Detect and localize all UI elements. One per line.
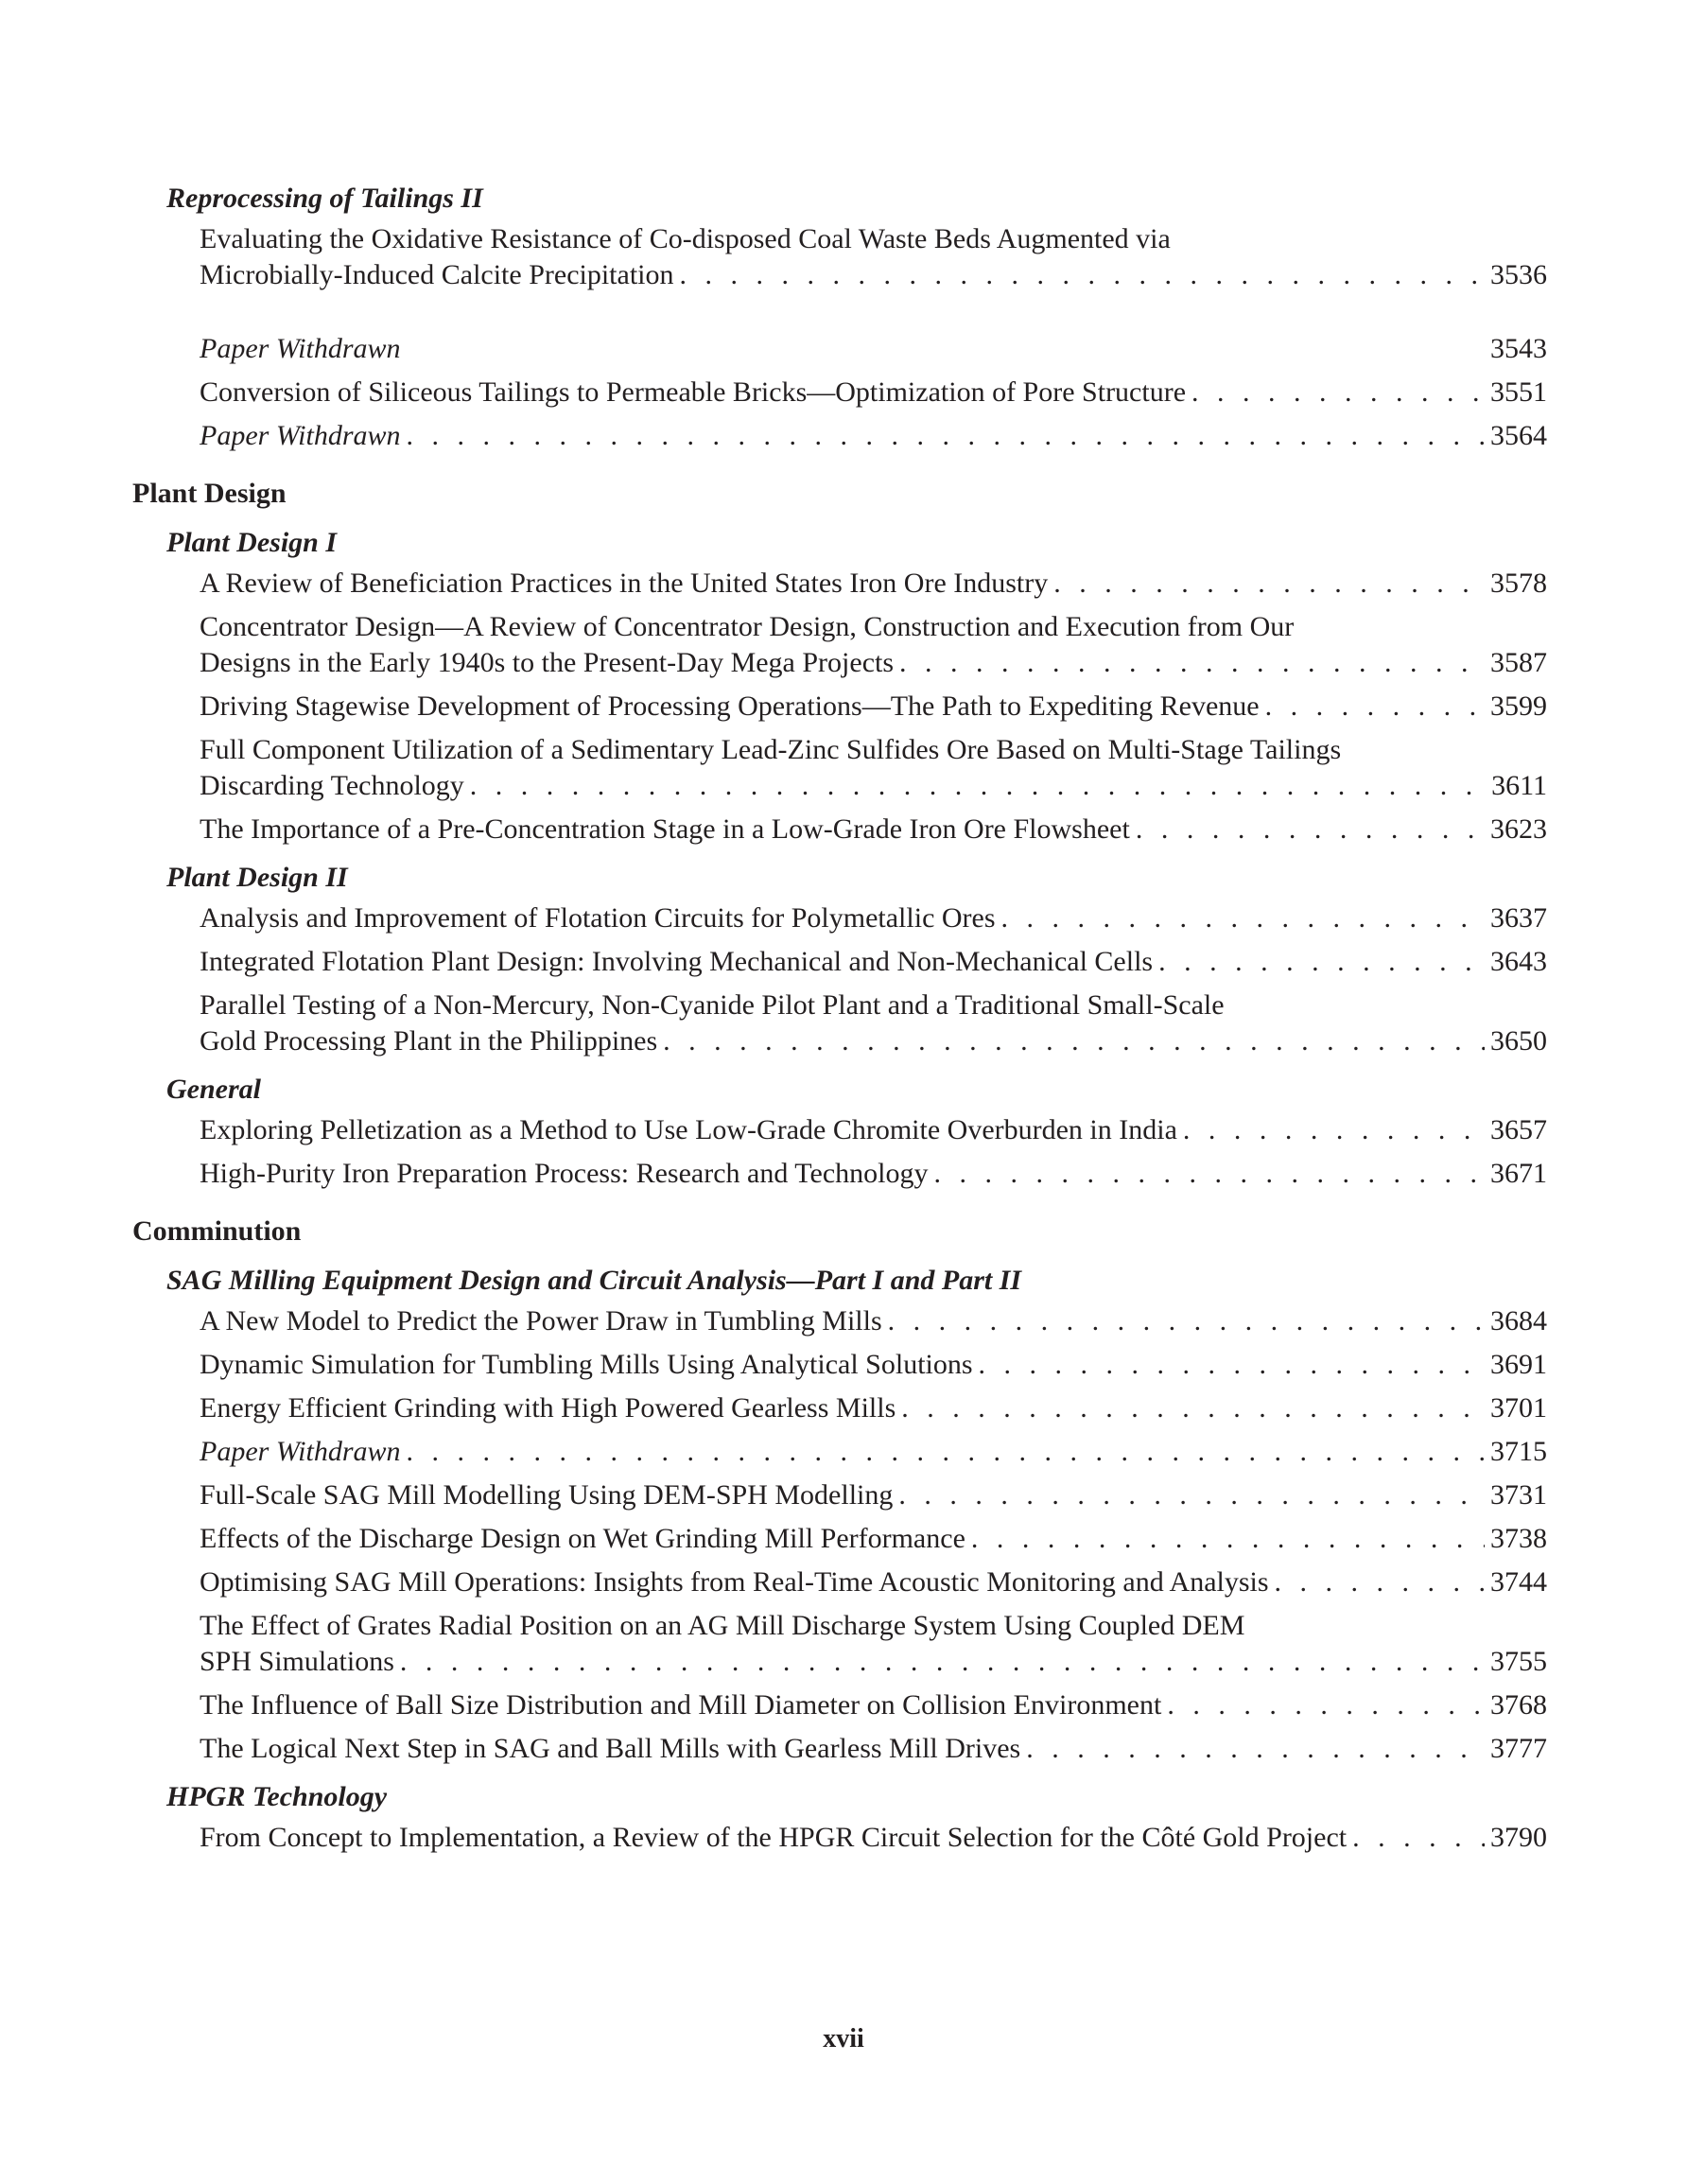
dot-leader [971, 1521, 1485, 1557]
dot-leader [934, 1156, 1486, 1192]
entry-last-line [200, 257, 1547, 293]
entry-page-number: 3691 [1490, 1349, 1547, 1380]
entry-title-line: The Effect of Grates Radial Position on an AG Mill Discharge System Using Coupled DEM [200, 1610, 1245, 1641]
entry-last-line [200, 1303, 1547, 1339]
toc-entry[interactable] [200, 1564, 1547, 1600]
entry-last-line [200, 1687, 1547, 1723]
dot-leader [1275, 1564, 1485, 1600]
dot-leader [470, 768, 1486, 804]
entry-last-line [200, 768, 1547, 804]
entry-last-line [200, 418, 1547, 454]
entry-page-number: 3650 [1490, 1025, 1547, 1057]
toc-entry[interactable] [200, 1303, 1547, 1339]
dot-leader [1352, 1820, 1485, 1856]
entry-page-number: 3701 [1490, 1392, 1547, 1424]
entry-last-line [200, 645, 1547, 681]
entry-last-line [200, 1390, 1547, 1426]
entry-page-number: 3611 [1491, 770, 1547, 801]
dot-leader [1001, 900, 1485, 936]
entry-last-line [200, 1731, 1547, 1767]
toc-entry[interactable] [200, 1521, 1547, 1557]
toc-entry[interactable] [200, 732, 1547, 804]
entry-title: Optimising SAG Mill Operations: Insights from Real-Time Acoustic Monitoring and Analysis [200, 1566, 1269, 1598]
entry-title: SPH Simulations [200, 1646, 394, 1677]
entry-title-line: Concentrator Design—A Review of Concentrator Design, Construction and Execution from Our [200, 611, 1295, 642]
toc-entry[interactable] [200, 1347, 1547, 1383]
entry-page-number: 3551 [1490, 376, 1547, 408]
entry-page-number: 3731 [1490, 1479, 1547, 1511]
subsection-heading: Reprocessing of Tailings II [166, 183, 483, 214]
dot-leader [1167, 1687, 1485, 1723]
toc-entry[interactable] [200, 221, 1547, 293]
toc-entry[interactable] [200, 418, 1547, 454]
entry-title: A Review of Beneficiation Practices in the United States Iron Ore Industry [200, 568, 1049, 599]
entry-title: Discarding Technology [200, 770, 464, 801]
entry-title: Gold Processing Plant in the Philippines [200, 1025, 658, 1057]
entry-last-line [200, 1477, 1547, 1513]
entry-title: Driving Stagewise Development of Processing Operations—The Path to Expediting Revenue [200, 690, 1260, 722]
dot-leader [400, 1644, 1485, 1680]
entry-title-line: Evaluating the Oxidative Resistance of Co-disposed Coal Waste Beds Augmented via [200, 223, 1171, 254]
toc-entry[interactable] [200, 331, 1547, 367]
entry-title: A New Model to Predict the Power Draw in Tumbling Mills [200, 1305, 882, 1337]
entry-last-line [200, 689, 1547, 725]
entry-title: Exploring Pelletization as a Method to Use Low-Grade Chromite Overburden in India [200, 1114, 1177, 1145]
entry-title: Designs in the Early 1940s to the Present-Day Mega Projects [200, 647, 895, 678]
entry-page-number: 3599 [1490, 690, 1547, 722]
section-heading: Plant Design [132, 478, 287, 509]
entry-last-line [200, 1023, 1547, 1059]
entry-title: Energy Efficient Grinding with High Powered Gearless Mills [200, 1392, 896, 1424]
subsection-heading: Plant Design I [166, 527, 338, 558]
entry-title-line: Parallel Testing of a Non-Mercury, Non-Cyanide Pilot Plant and a Traditional Small-Scale [200, 989, 1225, 1021]
table-of-contents [0, 168, 1687, 1863]
toc-entry[interactable] [200, 609, 1547, 681]
entry-last-line [200, 944, 1547, 980]
subsection-heading: SAG Milling Equipment Design and Circuit Analysis—Part I and Part II [166, 1265, 1022, 1296]
dot-leader [979, 1347, 1485, 1383]
toc-entry[interactable] [200, 1477, 1547, 1513]
entry-last-line [200, 375, 1547, 411]
dot-leader [1158, 944, 1485, 980]
entry-page-number: 3684 [1490, 1305, 1547, 1337]
entry-page-number: 3578 [1490, 568, 1547, 599]
entry-page-number: 3657 [1490, 1114, 1547, 1145]
entry-last-line [200, 812, 1547, 847]
dot-leader [1183, 1112, 1485, 1148]
entry-page-number: 3587 [1490, 647, 1547, 678]
entry-last-line [200, 1820, 1547, 1856]
entry-page-number: 3744 [1490, 1566, 1547, 1598]
toc-entry[interactable] [200, 689, 1547, 725]
entry-title: Microbially-Induced Calcite Precipitation [200, 259, 674, 290]
entry-page-number: 3536 [1490, 259, 1547, 290]
entry-last-line [200, 1112, 1547, 1148]
entry-title: Dynamic Simulation for Tumbling Mills Using Analytical Solutions [200, 1349, 973, 1380]
entry-page-number: 3777 [1490, 1733, 1547, 1764]
entry-title: Paper Withdrawn [200, 1436, 401, 1467]
subsection-heading: Plant Design II [166, 862, 348, 893]
toc-entry[interactable] [200, 566, 1547, 602]
toc-entry[interactable] [200, 1390, 1547, 1426]
dot-leader [680, 257, 1485, 293]
entry-last-line [200, 566, 1547, 602]
dot-leader [1136, 812, 1485, 847]
dot-leader [1053, 566, 1485, 602]
entry-title: Paper Withdrawn [200, 333, 401, 364]
subsection-heading: HPGR Technology [166, 1781, 388, 1812]
entry-page-number: 3755 [1490, 1646, 1547, 1677]
entry-last-line [200, 331, 1547, 367]
entry-page-number: 3564 [1490, 420, 1547, 451]
entry-title: Integrated Flotation Plant Design: Involving Mechanical and Non-Mechanical Cells [200, 946, 1154, 977]
entry-last-line [200, 900, 1547, 936]
entry-page-number: 3738 [1490, 1523, 1547, 1554]
toc-entry[interactable] [200, 987, 1547, 1059]
toc-entry[interactable] [200, 944, 1547, 980]
toc-entry[interactable] [200, 1820, 1547, 1856]
entry-title: Analysis and Improvement of Flotation Circuits for Polymetallic Ores [200, 902, 996, 934]
section-heading: Comminution [132, 1215, 302, 1247]
dot-leader [1026, 1731, 1485, 1767]
entry-title: Paper Withdrawn [200, 420, 401, 451]
toc-entry[interactable] [200, 1687, 1547, 1723]
entry-last-line [200, 1644, 1547, 1680]
toc-entry[interactable] [200, 1731, 1547, 1767]
dot-leader [888, 1303, 1485, 1339]
entry-page-number: 3790 [1490, 1822, 1547, 1853]
entry-page-number: 3543 [1490, 333, 1547, 364]
toc-entry[interactable] [200, 1156, 1547, 1192]
entry-title: The Importance of a Pre-Concentration Stage in a Low-Grade Iron Ore Flowsheet [200, 813, 1130, 845]
toc-entry[interactable] [200, 1434, 1547, 1470]
entry-title: The Influence of Ball Size Distribution and Mill Diameter on Collision Environment [200, 1689, 1162, 1721]
entry-title-line: Full Component Utilization of a Sedimentary Lead-Zinc Sulfides Ore Based on Multi-Stage Tailings [200, 734, 1342, 765]
dot-leader [407, 418, 1485, 454]
entry-last-line [200, 1521, 1547, 1557]
entry-last-line [200, 1434, 1547, 1470]
dot-leader [899, 645, 1485, 681]
entry-page-number: 3623 [1490, 813, 1547, 845]
toc-entry[interactable] [200, 375, 1547, 411]
entry-title: From Concept to Implementation, a Review of the HPGR Circuit Selection for the Côté Gold Project [200, 1822, 1348, 1853]
entry-last-line [200, 1347, 1547, 1383]
dot-leader [663, 1023, 1485, 1059]
dot-leader [898, 1477, 1485, 1513]
entry-last-line [200, 1564, 1547, 1600]
dot-leader [1265, 689, 1485, 725]
page-number: xvii [823, 2024, 864, 2053]
subsection-heading: General [166, 1074, 261, 1105]
entry-title: Effects of the Discharge Design on Wet Grinding Mill Performance [200, 1523, 965, 1554]
entry-title: The Logical Next Step in SAG and Ball Mills with Gearless Mill Drives [200, 1733, 1021, 1764]
entry-title: Full-Scale SAG Mill Modelling Using DEM-SPH Modelling [200, 1479, 894, 1511]
dot-leader [901, 1390, 1485, 1426]
entry-page-number: 3637 [1490, 902, 1547, 934]
toc-entry[interactable] [200, 812, 1547, 847]
dot-leader [407, 1434, 1485, 1470]
toc-entry[interactable] [200, 1608, 1547, 1680]
entry-title: Conversion of Siliceous Tailings to Permeable Bricks—Optimization of Pore Structure [200, 376, 1187, 408]
entry-page-number: 3715 [1490, 1436, 1547, 1467]
entry-page-number: 3671 [1490, 1158, 1547, 1189]
toc-entry[interactable] [200, 900, 1547, 936]
entry-page-number: 3643 [1490, 946, 1547, 977]
entry-last-line [200, 1156, 1547, 1192]
dot-leader [1191, 375, 1485, 411]
toc-entry[interactable] [200, 1112, 1547, 1148]
entry-page-number: 3768 [1490, 1689, 1547, 1721]
entry-title: High-Purity Iron Preparation Process: Research and Technology [200, 1158, 929, 1189]
